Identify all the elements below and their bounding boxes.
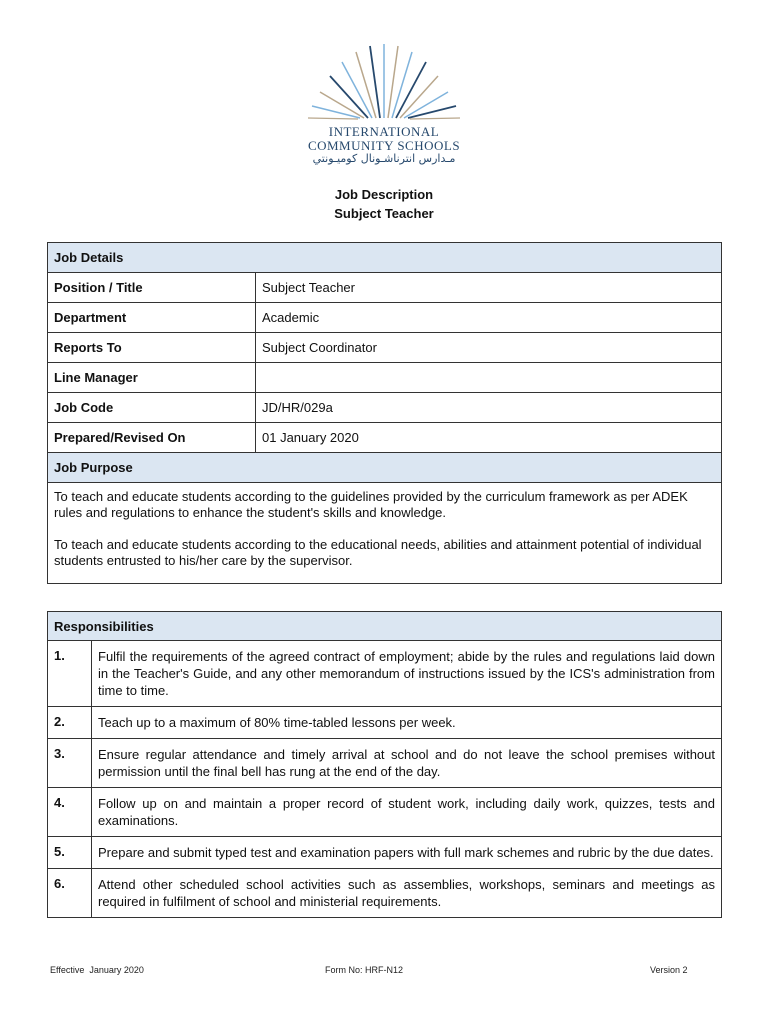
responsibility-row [48, 837, 722, 869]
school-logo [300, 40, 468, 170]
details-row [48, 423, 722, 453]
details-value: Subject Teacher [256, 273, 722, 303]
details-row [48, 363, 722, 393]
responsibility-text: Attend other scheduled school activities such as assemblies, workshops, seminars and meetings as required in fulfilment of school and ministerial requirements. [92, 869, 722, 918]
document-subtitle: Subject Teacher [334, 206, 434, 221]
details-row [48, 303, 722, 333]
responsibility-text: Teach up to a maximum of 80% time-tabled lessons per week. [92, 707, 722, 739]
responsibility-number: 2. [48, 707, 92, 739]
responsibility-number: 5. [48, 837, 92, 869]
details-value: 01 January 2020 [256, 423, 722, 453]
job-details-header: Job Details [48, 243, 722, 273]
footer-form-number: Form No: HRF-N12 [325, 965, 404, 975]
details-label: Line Manager [48, 363, 256, 393]
details-value: Academic [256, 303, 722, 333]
details-row [48, 333, 722, 363]
footer-version: Version 2 [650, 965, 688, 975]
job-details-table [47, 242, 722, 584]
details-value: JD/HR/029a [256, 393, 722, 423]
details-label: Position / Title [48, 273, 256, 303]
details-row [48, 393, 722, 423]
details-label: Department [48, 303, 256, 333]
purpose-paragraph: To teach and educate students according to the educational needs, abilities and attainment potential of individual students entrusted to his/her care by the supervisor. [54, 537, 702, 568]
logo-text-line2: COMMUNITY SCHOOLS [307, 138, 461, 153]
sunburst-logo-icon [300, 40, 468, 120]
details-value: Subject Coordinator [256, 333, 722, 363]
details-label: Reports To [48, 333, 256, 363]
footer-effective-date: Effective January 2020 [50, 965, 144, 975]
details-label: Job Code [48, 393, 256, 423]
details-label: Prepared/Revised On [48, 423, 256, 453]
responsibility-row [48, 707, 722, 739]
responsibility-text: Prepare and submit typed test and examination papers with full mark schemes and rubric by the due dates. [92, 837, 722, 869]
job-purpose-header: Job Purpose [48, 453, 722, 483]
responsibility-row [48, 739, 722, 788]
responsibility-text: Ensure regular attendance and timely arrival at school and do not leave the school premises without permission until the final bell has rung at the end of the day. [92, 739, 722, 788]
responsibility-row [48, 869, 722, 918]
purpose-paragraph: To teach and educate students according to the guidelines provided by the curriculum framework as per ADEK rules and regulations to enhance the student's skills and knowledge. [54, 489, 688, 520]
document-title: Job Description [334, 187, 434, 202]
responsibility-text: Fulfil the requirements of the agreed contract of employment; abide by the rules and regulations laid down in the Teacher's Guide, and any other memorandum of instructions issued by the ICS's administration from time to time. [92, 641, 722, 707]
logo-text-line1: INTERNATIONAL [328, 124, 440, 139]
responsibility-number: 6. [48, 869, 92, 918]
responsibility-row [48, 788, 722, 837]
details-value [256, 363, 722, 393]
job-purpose-body [48, 483, 722, 584]
responsibility-row [48, 641, 722, 707]
details-row [48, 273, 722, 303]
responsibility-text: Follow up on and maintain a proper record of student work, including daily work, quizzes, tests and examinations. [92, 788, 722, 837]
logo-text-arabic: مـدارس انترناشـونال كوميـونتي [312, 152, 456, 165]
responsibility-number: 4. [48, 788, 92, 837]
responsibility-number: 3. [48, 739, 92, 788]
responsibilities-table [47, 611, 722, 918]
responsibilities-header: Responsibilities [48, 612, 722, 641]
responsibility-number: 1. [48, 641, 92, 707]
